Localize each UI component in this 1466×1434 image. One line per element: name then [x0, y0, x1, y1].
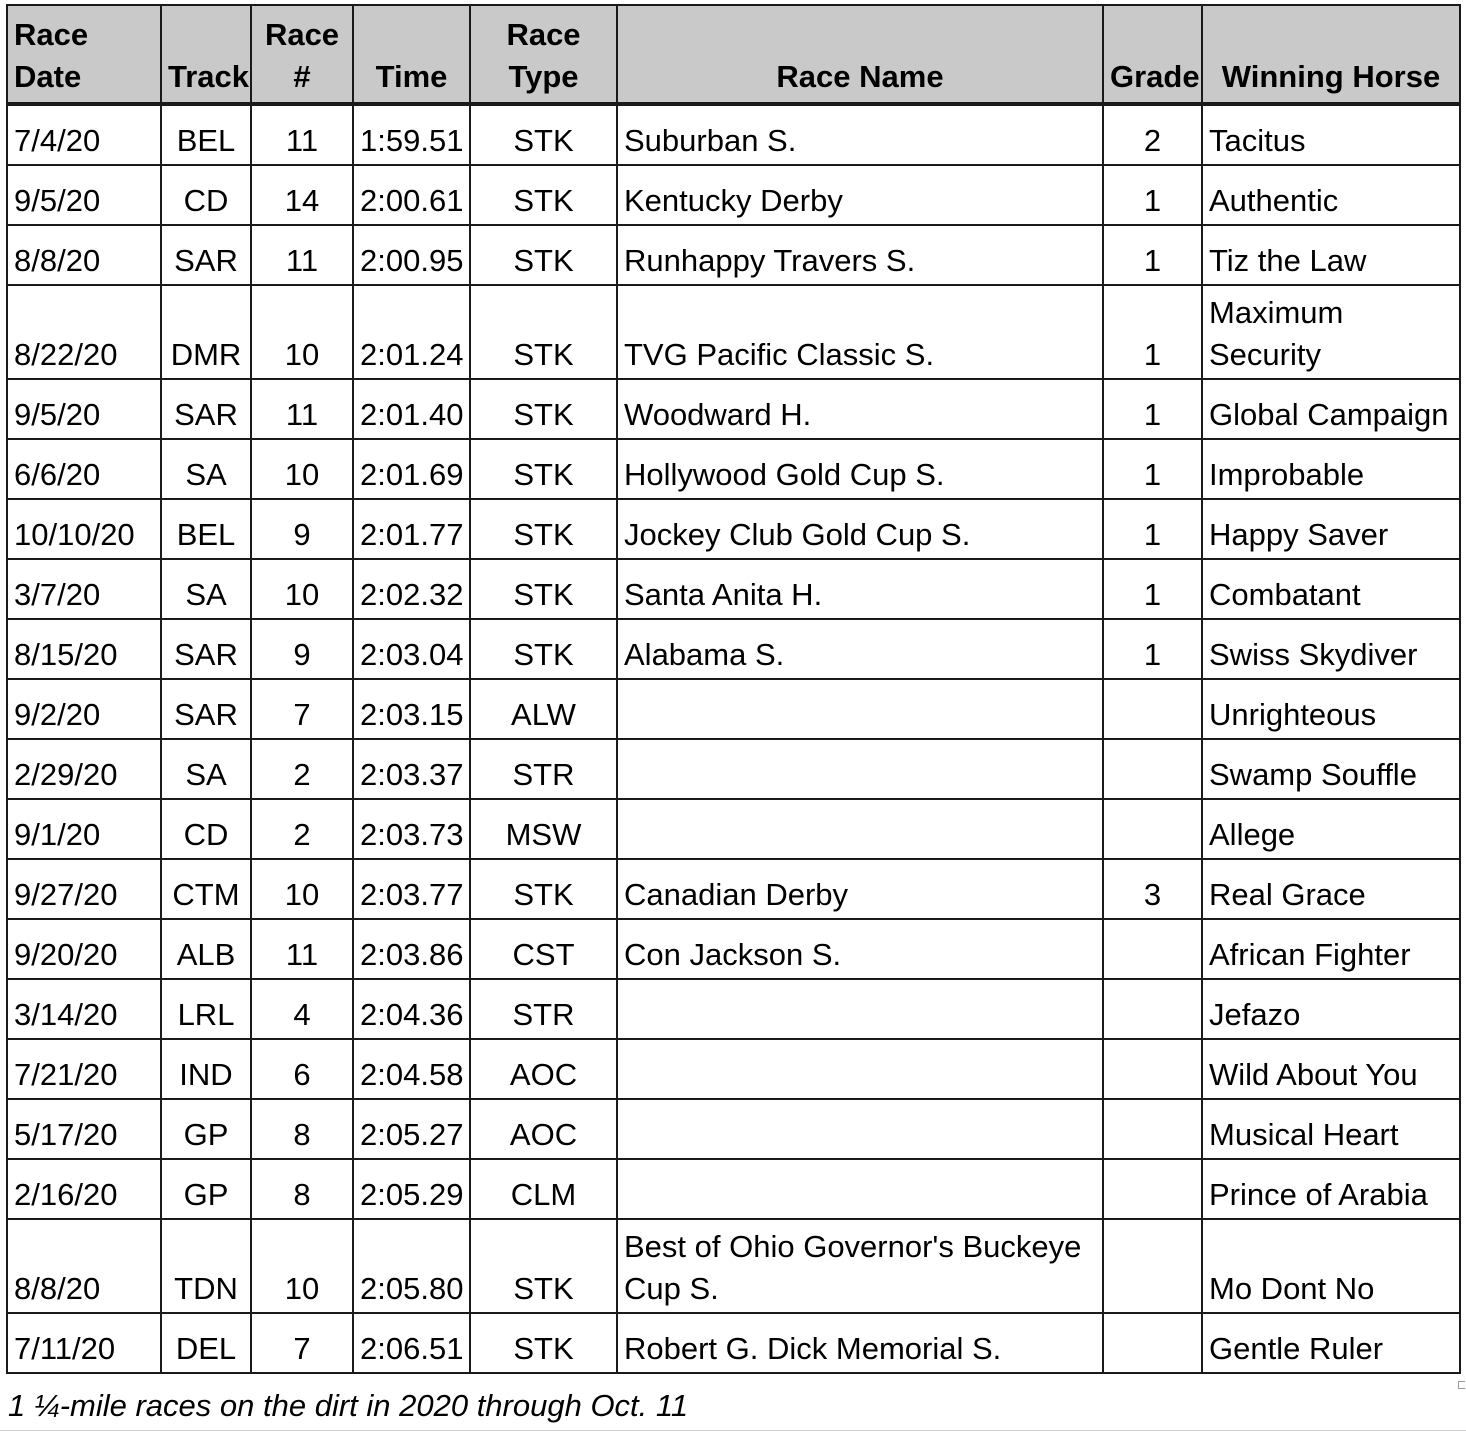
cell-winning-horse: Unrighteous: [1202, 679, 1460, 739]
cell-track: CTM: [161, 859, 251, 919]
cell-race-date: 3/14/20: [7, 979, 161, 1039]
cell-grade: 1: [1103, 559, 1202, 619]
cell-race-number: 8: [251, 1099, 353, 1159]
table-row: [7, 104, 1460, 165]
cell-time: 2:01.24: [353, 285, 470, 379]
cell-race-number: 10: [251, 1219, 353, 1313]
cell-track: TDN: [161, 1219, 251, 1313]
cell-race-type: AOC: [470, 1039, 617, 1099]
table-row: [7, 739, 1460, 799]
table-row: [7, 919, 1460, 979]
table-row: [7, 979, 1460, 1039]
cell-race-date: 8/22/20: [7, 285, 161, 379]
cell-track: GP: [161, 1159, 251, 1219]
cell-grade: [1103, 1313, 1202, 1373]
cell-race-name: Kentucky Derby: [617, 165, 1103, 225]
cell-race-name: [617, 1039, 1103, 1099]
cell-track: BEL: [161, 104, 251, 165]
cell-race-name: [617, 739, 1103, 799]
cell-grade: 1: [1103, 379, 1202, 439]
table-row: [7, 165, 1460, 225]
table-row: [7, 1219, 1460, 1313]
cell-grade: [1103, 1159, 1202, 1219]
table-row: [7, 679, 1460, 739]
cell-race-date: 2/16/20: [7, 1159, 161, 1219]
cell-race-date: 7/11/20: [7, 1313, 161, 1373]
cell-race-date: 8/8/20: [7, 1219, 161, 1313]
header-race-type: Race Type: [470, 5, 617, 104]
cell-race-type: AOC: [470, 1099, 617, 1159]
table-row: [7, 225, 1460, 285]
cell-track: IND: [161, 1039, 251, 1099]
cell-track: ALB: [161, 919, 251, 979]
cell-time: 2:03.73: [353, 799, 470, 859]
cell-winning-horse: Authentic: [1202, 165, 1460, 225]
cell-race-type: STK: [470, 165, 617, 225]
cell-race-date: 2/29/20: [7, 739, 161, 799]
cell-time: 2:03.04: [353, 619, 470, 679]
cell-grade: 1: [1103, 165, 1202, 225]
cell-grade: 1: [1103, 439, 1202, 499]
cell-race-type: STK: [470, 559, 617, 619]
cell-race-name: Santa Anita H.: [617, 559, 1103, 619]
cell-winning-horse: Wild About You: [1202, 1039, 1460, 1099]
cell-race-number: 2: [251, 739, 353, 799]
table-row: [7, 859, 1460, 919]
cell-race-type: STK: [470, 1313, 617, 1373]
cell-time: 2:03.15: [353, 679, 470, 739]
cell-race-number: 9: [251, 499, 353, 559]
cell-corner-marker: [1458, 1381, 1465, 1389]
cell-track: SAR: [161, 379, 251, 439]
cell-time: 2:06.51: [353, 1313, 470, 1373]
cell-track: GP: [161, 1099, 251, 1159]
cell-race-type: STK: [470, 1219, 617, 1313]
cell-race-date: 9/2/20: [7, 679, 161, 739]
table-row: [7, 559, 1460, 619]
cell-race-type: CST: [470, 919, 617, 979]
cell-time: 2:00.61: [353, 165, 470, 225]
cell-grade: 3: [1103, 859, 1202, 919]
table-row: [7, 619, 1460, 679]
cell-grade: [1103, 799, 1202, 859]
cell-race-date: 5/17/20: [7, 1099, 161, 1159]
cell-race-number: 8: [251, 1159, 353, 1219]
header-time: Time: [353, 5, 470, 104]
cell-track: SA: [161, 439, 251, 499]
cell-winning-horse: Improbable: [1202, 439, 1460, 499]
cell-time: 2:01.77: [353, 499, 470, 559]
table-row: [7, 285, 1460, 379]
cell-race-name: [617, 799, 1103, 859]
header-race-number: Race #: [251, 5, 353, 104]
cell-winning-horse: Tacitus: [1202, 104, 1460, 165]
cell-race-number: 9: [251, 619, 353, 679]
cell-track: CD: [161, 165, 251, 225]
cell-race-name: [617, 1159, 1103, 1219]
cell-grade: [1103, 1039, 1202, 1099]
cell-track: DMR: [161, 285, 251, 379]
cell-race-name: Con Jackson S.: [617, 919, 1103, 979]
cell-winning-horse: Global Campaign: [1202, 379, 1460, 439]
cell-race-number: 4: [251, 979, 353, 1039]
cell-time: 2:03.37: [353, 739, 470, 799]
cell-time: 2:04.58: [353, 1039, 470, 1099]
cell-race-type: STK: [470, 499, 617, 559]
cell-race-date: 6/6/20: [7, 439, 161, 499]
cell-time: 1:59.51: [353, 104, 470, 165]
cell-track: CD: [161, 799, 251, 859]
cell-race-name: Suburban S.: [617, 104, 1103, 165]
cell-race-type: STK: [470, 439, 617, 499]
cell-track: SAR: [161, 619, 251, 679]
header-row: [7, 5, 1460, 104]
cell-track: SA: [161, 559, 251, 619]
cell-race-number: 10: [251, 285, 353, 379]
cell-race-date: 7/21/20: [7, 1039, 161, 1099]
table-row: [7, 379, 1460, 439]
cell-time: 2:01.69: [353, 439, 470, 499]
cell-race-date: 3/7/20: [7, 559, 161, 619]
cell-race-date: 9/5/20: [7, 165, 161, 225]
cell-winning-horse: Swamp Souffle: [1202, 739, 1460, 799]
cell-race-name: [617, 679, 1103, 739]
cell-race-name: Canadian Derby: [617, 859, 1103, 919]
cell-winning-horse: Real Grace: [1202, 859, 1460, 919]
cell-race-type: STK: [470, 285, 617, 379]
race-results-table: [6, 4, 1461, 1374]
cell-race-number: 10: [251, 559, 353, 619]
header-race-name: Race Name: [617, 5, 1103, 104]
cell-race-type: STK: [470, 619, 617, 679]
cell-grade: [1103, 1219, 1202, 1313]
cell-race-name: Woodward H.: [617, 379, 1103, 439]
cell-race-date: 7/4/20: [7, 104, 161, 165]
cell-race-number: 11: [251, 225, 353, 285]
cell-race-number: 2: [251, 799, 353, 859]
cell-grade: [1103, 979, 1202, 1039]
cell-race-date: 10/10/20: [7, 499, 161, 559]
cell-race-type: STR: [470, 739, 617, 799]
header-race-date: Race Date: [7, 5, 161, 104]
cell-race-number: 11: [251, 104, 353, 165]
cell-grade: 2: [1103, 104, 1202, 165]
cell-winning-horse: Happy Saver: [1202, 499, 1460, 559]
cell-track: BEL: [161, 499, 251, 559]
cell-track: SAR: [161, 225, 251, 285]
cell-track: DEL: [161, 1313, 251, 1373]
cell-grade: [1103, 679, 1202, 739]
cell-race-name: Robert G. Dick Memorial S.: [617, 1313, 1103, 1373]
bottom-rule-divider: [0, 1430, 1466, 1431]
cell-race-name: [617, 1099, 1103, 1159]
cell-race-date: 8/8/20: [7, 225, 161, 285]
cell-time: 2:00.95: [353, 225, 470, 285]
cell-race-number: 10: [251, 859, 353, 919]
cell-time: 2:05.80: [353, 1219, 470, 1313]
cell-time: 2:02.32: [353, 559, 470, 619]
cell-winning-horse: Jefazo: [1202, 979, 1460, 1039]
table-row: [7, 1313, 1460, 1373]
cell-winning-horse: Musical Heart: [1202, 1099, 1460, 1159]
cell-race-type: MSW: [470, 799, 617, 859]
header-winning-horse: Winning Horse: [1202, 5, 1460, 104]
cell-race-date: 9/1/20: [7, 799, 161, 859]
cell-race-date: 9/20/20: [7, 919, 161, 979]
table-row: [7, 1039, 1460, 1099]
cell-race-date: 9/27/20: [7, 859, 161, 919]
cell-time: 2:05.29: [353, 1159, 470, 1219]
cell-race-name: [617, 979, 1103, 1039]
cell-race-number: 10: [251, 439, 353, 499]
cell-grade: 1: [1103, 499, 1202, 559]
cell-race-name: Runhappy Travers S.: [617, 225, 1103, 285]
cell-race-type: ALW: [470, 679, 617, 739]
table-row: [7, 799, 1460, 859]
cell-winning-horse: African Fighter: [1202, 919, 1460, 979]
cell-winning-horse: Maximum Security: [1202, 285, 1460, 379]
cell-grade: [1103, 1099, 1202, 1159]
cell-grade: 1: [1103, 619, 1202, 679]
cell-winning-horse: Tiz the Law: [1202, 225, 1460, 285]
cell-time: 2:05.27: [353, 1099, 470, 1159]
cell-race-date: 9/5/20: [7, 379, 161, 439]
cell-time: 2:04.36: [353, 979, 470, 1039]
cell-grade: 1: [1103, 285, 1202, 379]
cell-race-number: 7: [251, 1313, 353, 1373]
table-body: [7, 104, 1460, 1373]
cell-grade: 1: [1103, 225, 1202, 285]
header-track: Track: [161, 5, 251, 104]
cell-race-date: 8/15/20: [7, 619, 161, 679]
table-caption: 1 ¼-mile races on the dirt in 2020 through Oct. 11: [8, 1388, 689, 1423]
cell-race-number: 11: [251, 379, 353, 439]
cell-track: LRL: [161, 979, 251, 1039]
cell-race-type: STK: [470, 225, 617, 285]
cell-time: 2:01.40: [353, 379, 470, 439]
table-row: [7, 499, 1460, 559]
cell-winning-horse: Combatant: [1202, 559, 1460, 619]
cell-race-number: 6: [251, 1039, 353, 1099]
table-row: [7, 1159, 1460, 1219]
cell-race-name: Best of Ohio Governor's Buckeye Cup S.: [617, 1219, 1103, 1313]
cell-race-number: 14: [251, 165, 353, 225]
cell-track: SA: [161, 739, 251, 799]
cell-winning-horse: Swiss Skydiver: [1202, 619, 1460, 679]
cell-race-name: Alabama S.: [617, 619, 1103, 679]
cell-race-name: Jockey Club Gold Cup S.: [617, 499, 1103, 559]
cell-race-name: TVG Pacific Classic S.: [617, 285, 1103, 379]
table-row: [7, 439, 1460, 499]
cell-track: SAR: [161, 679, 251, 739]
cell-race-type: STK: [470, 379, 617, 439]
cell-grade: [1103, 919, 1202, 979]
cell-winning-horse: Gentle Ruler: [1202, 1313, 1460, 1373]
cell-time: 2:03.86: [353, 919, 470, 979]
cell-race-type: STR: [470, 979, 617, 1039]
cell-race-type: CLM: [470, 1159, 617, 1219]
cell-winning-horse: Allege: [1202, 799, 1460, 859]
cell-winning-horse: Prince of Arabia: [1202, 1159, 1460, 1219]
header-grade: Grade: [1103, 5, 1202, 104]
table-row: [7, 1099, 1460, 1159]
cell-race-type: STK: [470, 859, 617, 919]
cell-race-number: 11: [251, 919, 353, 979]
cell-grade: [1103, 739, 1202, 799]
cell-winning-horse: Mo Dont No: [1202, 1219, 1460, 1313]
cell-race-name: Hollywood Gold Cup S.: [617, 439, 1103, 499]
cell-race-type: STK: [470, 104, 617, 165]
cell-time: 2:03.77: [353, 859, 470, 919]
cell-race-number: 7: [251, 679, 353, 739]
